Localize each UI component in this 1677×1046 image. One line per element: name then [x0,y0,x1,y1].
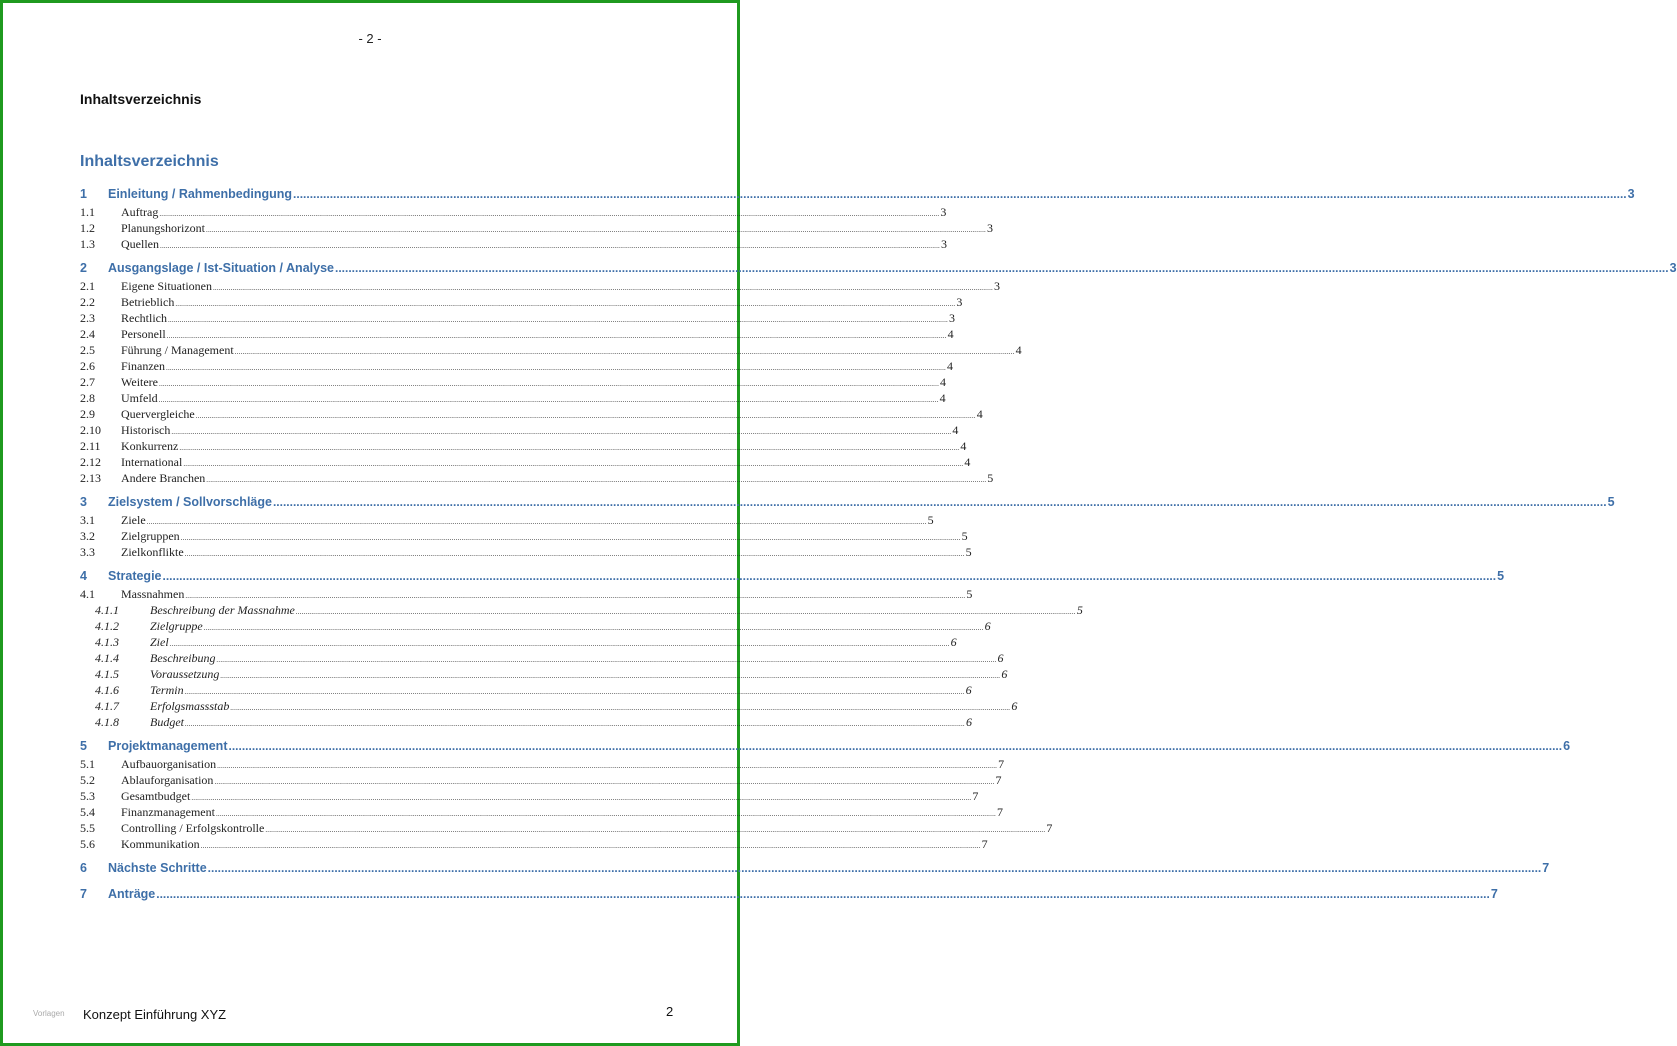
toc-entry[interactable] [80,773,1002,788]
toc-entry[interactable] [80,279,1000,294]
toc-entry[interactable] [80,683,972,698]
toc-entry-title: Rechtlich [121,311,167,325]
toc-entry[interactable] [80,471,994,486]
toc-entry-page: 6 [1001,667,1008,681]
toc-entry[interactable] [80,261,1677,275]
toc-entry-title: Einleitung / Rahmenbedingung [108,187,293,201]
toc-entry-page: 7 [996,805,1003,819]
toc-entry-title: Projektmanagement [108,739,228,753]
toc-entry-page: 5 [927,513,934,527]
toc-entry-title: International [121,455,183,469]
toc-entry-title: Konkurrenz [121,439,179,453]
footer-title: Konzept Einführung XYZ [83,1007,227,1022]
toc-entry-title: Erfolgsmassstab [150,699,230,713]
toc-dot-leader: ................................................................................................................................................................................................................................................................................................................................................................................................................ [265,826,1046,834]
toc-entry-number: 2.9 [80,407,95,421]
toc-entry-number: 1.2 [80,221,95,235]
toc-entry-number: 2.4 [80,327,95,341]
toc-entry-page: 4 [1015,343,1022,357]
toc-dot-leader: ................................................................................................................................................................................................................................................................................................................................................................................................................ [206,226,986,234]
toc-entry-title: Quervergleiche [121,407,195,421]
toc-entry-number: 4 [80,569,87,583]
toc-entry-page: 6 [997,651,1004,665]
toc-entry-title: Termin [150,683,184,697]
toc-entry[interactable] [80,805,1003,820]
toc-dot-leader: ................................................................................................................................................................................................................................................................................................................................................................................................................ [215,810,996,818]
toc-entry-page: 6 [1011,699,1018,713]
toc-entry-number: 5.2 [80,773,95,787]
toc-entry[interactable] [80,651,1004,666]
toc-entry-title: Finanzen [121,359,165,373]
toc-entry-number: 2.12 [80,455,101,469]
toc-entry-title: Kommunikation [121,837,200,851]
toc-entry-title: Auftrag [121,205,159,219]
toc-entry-number: 6 [80,861,87,875]
footer-watermark: Vorlagen [33,1009,65,1018]
toc-entry[interactable] [80,789,979,804]
toc-entry-title: Historisch [121,423,171,437]
toc-dot-leader: ................................................................................................................................................................................................................................................................................................................................................................................................................ [169,640,950,648]
toc-entry-number: 2.8 [80,391,95,405]
toc-entry-title: Beschreibung [150,651,216,665]
toc-dot-leader: ................................................................................................................................................................................................................................................................................................................................................................................................................ [171,428,952,436]
toc-entry-page: 4 [976,407,983,421]
toc-entry-page: 4 [947,327,954,341]
toc-entry-page: 7 [972,789,979,803]
toc-dot-leader: ................................................................................................................................................................................................................................................................................................................................................................................................................ [216,656,997,664]
toc-dot-leader: ................................................................................................................................................................................................................................................................................................................................................................................................................ [185,720,965,728]
toc-dot-leader: ................................................................................................................................................................................................................................................................................................................................................................................................................ [146,518,927,526]
toc-dot-leader: ................................................................................................................................................................................................................................................................................................................................................................................................................ [180,534,961,542]
toc-entry-title: Andere Branchen [121,471,206,485]
toc-entry-title: Beschreibung der Massnahme [150,603,295,617]
toc-dot-leader: ................................................................................................................................................................................................................................................................................................................................................................................................................ [195,412,976,420]
toc-entry-number: 1.3 [80,237,95,251]
toc-entry-page: 3 [941,237,947,251]
toc-entry-title: Quellen [121,237,159,251]
toc-entry-title: Ziel [150,635,169,649]
toc-entry-number: 3.3 [80,545,95,559]
toc-entry-number: 4.1.5 [95,667,119,681]
toc-dot-leader: ................................................................................................................................................................................................................................................................................................................................................................................................................ [159,380,940,388]
toc-entry-number: 5.5 [80,821,95,835]
toc-entry[interactable] [80,821,1053,836]
toc-dot-leader: ................................................................................................................................................................................................................................................................................................................................................................................................................ [179,444,960,452]
toc-entry-number: 5.6 [80,837,95,851]
toc-entry-page: 5 [965,545,972,559]
toc-entry[interactable] [80,311,955,326]
toc-entry-number: 5 [80,739,87,753]
toc-entry-page: 5 [1076,603,1083,617]
toc-dot-leader: ................................................................................................................................................................................................................................................................................................................................................................................................................ [207,861,1542,875]
toc-entry[interactable] [80,455,971,470]
toc-entry-page: 7 [1490,887,1498,901]
toc-dot-leader: ................................................................................................................................................................................................................................................................................................................................................................................................................ [158,396,939,404]
toc-entry-number: 2.10 [80,423,101,437]
toc-dot-leader: ................................................................................................................................................................................................................................................................................................................................................................................................................ [293,187,1627,201]
toc-entry[interactable] [80,603,1083,618]
toc-dot-leader: ................................................................................................................................................................................................................................................................................................................................................................................................................ [184,550,965,558]
toc-entry-number: 5.1 [80,757,95,771]
toc-entry-title: Ausgangslage / Ist-Situation / Analyse [108,261,334,275]
footer-page-number: 2 [666,1004,674,1019]
toc-entry-title: Voraussetzung [150,667,220,681]
toc-dot-leader: ................................................................................................................................................................................................................................................................................................................................................................................................................ [234,348,1015,356]
toc-entry-page: 7 [981,837,988,851]
toc-entry[interactable] [80,887,1498,901]
toc-entry-page: 6 [1563,739,1571,753]
toc-dot-leader: ................................................................................................................................................................................................................................................................................................................................................................................................................ [220,672,1001,680]
toc-dot-leader: ................................................................................................................................................................................................................................................................................................................................................................................................................ [217,762,998,770]
toc-entry[interactable] [80,699,1018,714]
toc-entry-title: Controlling / Erfolgskontrolle [121,821,265,835]
toc-entry-number: 4.1.6 [95,683,119,697]
toc-entry-number: 2.11 [80,439,101,453]
toc-entry-page: 4 [939,391,946,405]
toc-entry-page: 4 [964,455,971,469]
toc-entry-page: 5 [966,587,973,601]
toc-entry[interactable] [80,715,972,730]
toc-entry-page: 4 [947,359,953,373]
toc-entry[interactable] [80,391,946,406]
toc-entry-page: 3 [1627,187,1635,201]
toc-entry-number: 4.1.7 [95,699,119,713]
toc-entry[interactable] [80,861,1550,875]
toc-heading: Inhaltsverzeichnis [80,153,219,170]
toc-dot-leader: ................................................................................................................................................................................................................................................................................................................................................................................................................ [191,794,972,802]
toc-entry-number: 7 [80,887,87,901]
toc-entry-page: 5 [1497,569,1505,583]
toc-dot-leader: ................................................................................................................................................................................................................................................................................................................................................................................................................ [167,316,948,324]
toc-entry-page: 3 [993,279,1000,293]
toc-entry[interactable] [80,837,988,852]
toc-entry-title: Gesamtbudget [121,789,191,803]
toc-entry[interactable] [80,587,973,602]
toc-dot-leader: ................................................................................................................................................................................................................................................................................................................................................................................................................ [183,460,964,468]
toc-entry-number: 4.1.8 [95,715,119,729]
toc-entry-title: Budget [150,715,184,729]
toc-dot-leader: ................................................................................................................................................................................................................................................................................................................................................................................................................ [295,608,1076,616]
toc-entry-number: 2.7 [80,375,95,389]
toc-entry[interactable] [80,513,934,528]
toc-entry-number: 3.1 [80,513,95,527]
toc-entry-title: Finanzmanagement [121,805,215,819]
toc-entry-title: Strategie [108,569,162,583]
toc-entry-title: Ablauforganisation [121,773,214,787]
toc-entry-page: 5 [987,471,994,485]
toc-dot-leader: ................................................................................................................................................................................................................................................................................................................................................................................................................ [200,842,981,850]
toc-entry[interactable] [80,757,1005,772]
toc-entry-page: 6 [984,619,991,633]
toc-entry-number: 5.3 [80,789,95,803]
toc-dot-leader: ................................................................................................................................................................................................................................................................................................................................................................................................................ [334,261,1669,275]
toc-entry-title: Betrieblich [121,295,175,309]
toc-entry-number: 4.1.1 [95,603,119,617]
toc-entry-number: 4.1.3 [95,635,119,649]
toc-entry-page: 5 [961,529,968,543]
toc-entry-number: 2.13 [80,471,101,485]
toc-dot-leader: ................................................................................................................................................................................................................................................................................................................................................................................................................ [166,332,947,340]
toc-entry-number: 3 [80,495,87,509]
toc-entry-page: 4 [952,423,959,437]
toc-entry-title: Zielkonflikte [121,545,184,559]
toc-entry-number: 2.2 [80,295,95,309]
toc-dot-leader: ................................................................................................................................................................................................................................................................................................................................................................................................................ [185,592,966,600]
toc-entry[interactable] [80,343,1022,358]
toc-dot-leader: ................................................................................................................................................................................................................................................................................................................................................................................................................ [160,242,940,250]
toc-entry-page: 3 [1669,261,1677,275]
toc-entry-number: 3.2 [80,529,95,543]
toc-entry-number: 5.4 [80,805,95,819]
toc-entry-page: 6 [950,635,957,649]
toc-entry-title: Personell [121,327,166,341]
toc-entry[interactable] [80,667,1008,682]
toc-entry-number: 2.3 [80,311,95,325]
toc-entry-page: 7 [1542,861,1550,875]
toc-entry-page: 5 [1607,495,1615,509]
toc-entry[interactable] [80,739,1571,753]
toc-entry[interactable] [80,545,972,560]
toc-entry-page: 7 [995,773,1002,787]
toc-dot-leader: ................................................................................................................................................................................................................................................................................................................................................................................................................ [230,704,1011,712]
toc-entry[interactable] [80,295,963,310]
toc-entry-number: 4.1.2 [95,619,119,633]
toc-entry-number: 2.5 [80,343,95,357]
toc-dot-leader: ................................................................................................................................................................................................................................................................................................................................................................................................................ [212,284,993,292]
toc-entry-number: 2 [80,261,87,275]
page-number-top: - 2 - [358,31,382,46]
header-title: Inhaltsverzeichnis [80,91,202,107]
toc-entry[interactable] [80,423,959,438]
toc-entry-title: Zielgruppe [150,619,203,633]
toc-entry-title: Zielsystem / Sollvorschläge [108,495,272,509]
toc-entry-page: 4 [940,375,947,389]
toc-entry-title: Planungshorizont [121,221,205,235]
toc-entry-title: Eigene Situationen [121,279,212,293]
toc-entry[interactable] [80,619,991,634]
toc-entry-title: Zielgruppen [121,529,180,543]
toc-dot-leader: ................................................................................................................................................................................................................................................................................................................................................................................................................ [214,778,995,786]
toc-entry[interactable] [80,359,953,374]
toc-entry[interactable] [80,495,1615,509]
toc-entry-page: 6 [965,683,972,697]
toc-entry[interactable] [80,635,957,650]
toc-entry-title: Ziele [121,513,146,527]
toc-entry[interactable] [80,187,1635,201]
toc-entry-page: 7 [998,757,1005,771]
toc-entry[interactable] [80,205,947,220]
toc-dot-leader: ................................................................................................................................................................................................................................................................................................................................................................................................................ [162,569,1497,583]
toc-entry-page: 4 [960,439,967,453]
toc-entry-number: 4.1.4 [95,651,119,665]
toc-dot-leader: ................................................................................................................................................................................................................................................................................................................................................................................................................ [159,210,940,218]
toc-entry-number: 4.1 [80,587,95,601]
toc-entry-title: Weitere [121,375,159,389]
toc-entry[interactable] [80,237,947,252]
toc-entry[interactable] [80,439,967,454]
toc-entry-page: 3 [956,295,963,309]
toc-entry[interactable] [80,529,968,544]
toc-entry-title: Aufbauorganisation [121,757,217,771]
toc-entry-page: 3 [987,221,993,235]
toc-entry[interactable] [80,375,947,390]
toc-dot-leader: ................................................................................................................................................................................................................................................................................................................................................................................................................ [206,476,987,484]
toc-dot-leader: ................................................................................................................................................................................................................................................................................................................................................................................................................ [166,364,946,372]
toc-entry-page: 3 [948,311,955,325]
toc-entry-number: 2.1 [80,279,95,293]
toc-dot-leader: ................................................................................................................................................................................................................................................................................................................................................................................................................ [228,739,1563,753]
toc-dot-leader: ................................................................................................................................................................................................................................................................................................................................................................................................................ [175,300,956,308]
toc-entry[interactable] [80,327,954,342]
toc-dot-leader: ................................................................................................................................................................................................................................................................................................................................................................................................................ [203,624,984,632]
toc-entry-number: 2.6 [80,359,95,373]
toc-entry[interactable] [80,407,983,422]
toc-entry-page: 7 [1046,821,1053,835]
toc-dot-leader: ................................................................................................................................................................................................................................................................................................................................................................................................................ [156,887,1490,901]
toc-entry-title: Führung / Management [121,343,234,357]
toc-entry-number: 1.1 [80,205,95,219]
toc-entry[interactable] [80,221,993,236]
toc-entry-title: Anträge [108,887,156,901]
toc-entry[interactable] [80,569,1505,583]
toc-entry-title: Massnahmen [121,587,185,601]
toc-entry-page: 3 [940,205,947,219]
toc-dot-leader: ................................................................................................................................................................................................................................................................................................................................................................................................................ [184,688,965,696]
toc-entry-title: Nächste Schritte [108,861,207,875]
toc-entry-page: 6 [966,715,972,729]
toc-entry-number: 1 [80,187,87,201]
toc-dot-leader: ................................................................................................................................................................................................................................................................................................................................................................................................................ [272,495,1607,509]
toc-entry-title: Umfeld [121,391,158,405]
